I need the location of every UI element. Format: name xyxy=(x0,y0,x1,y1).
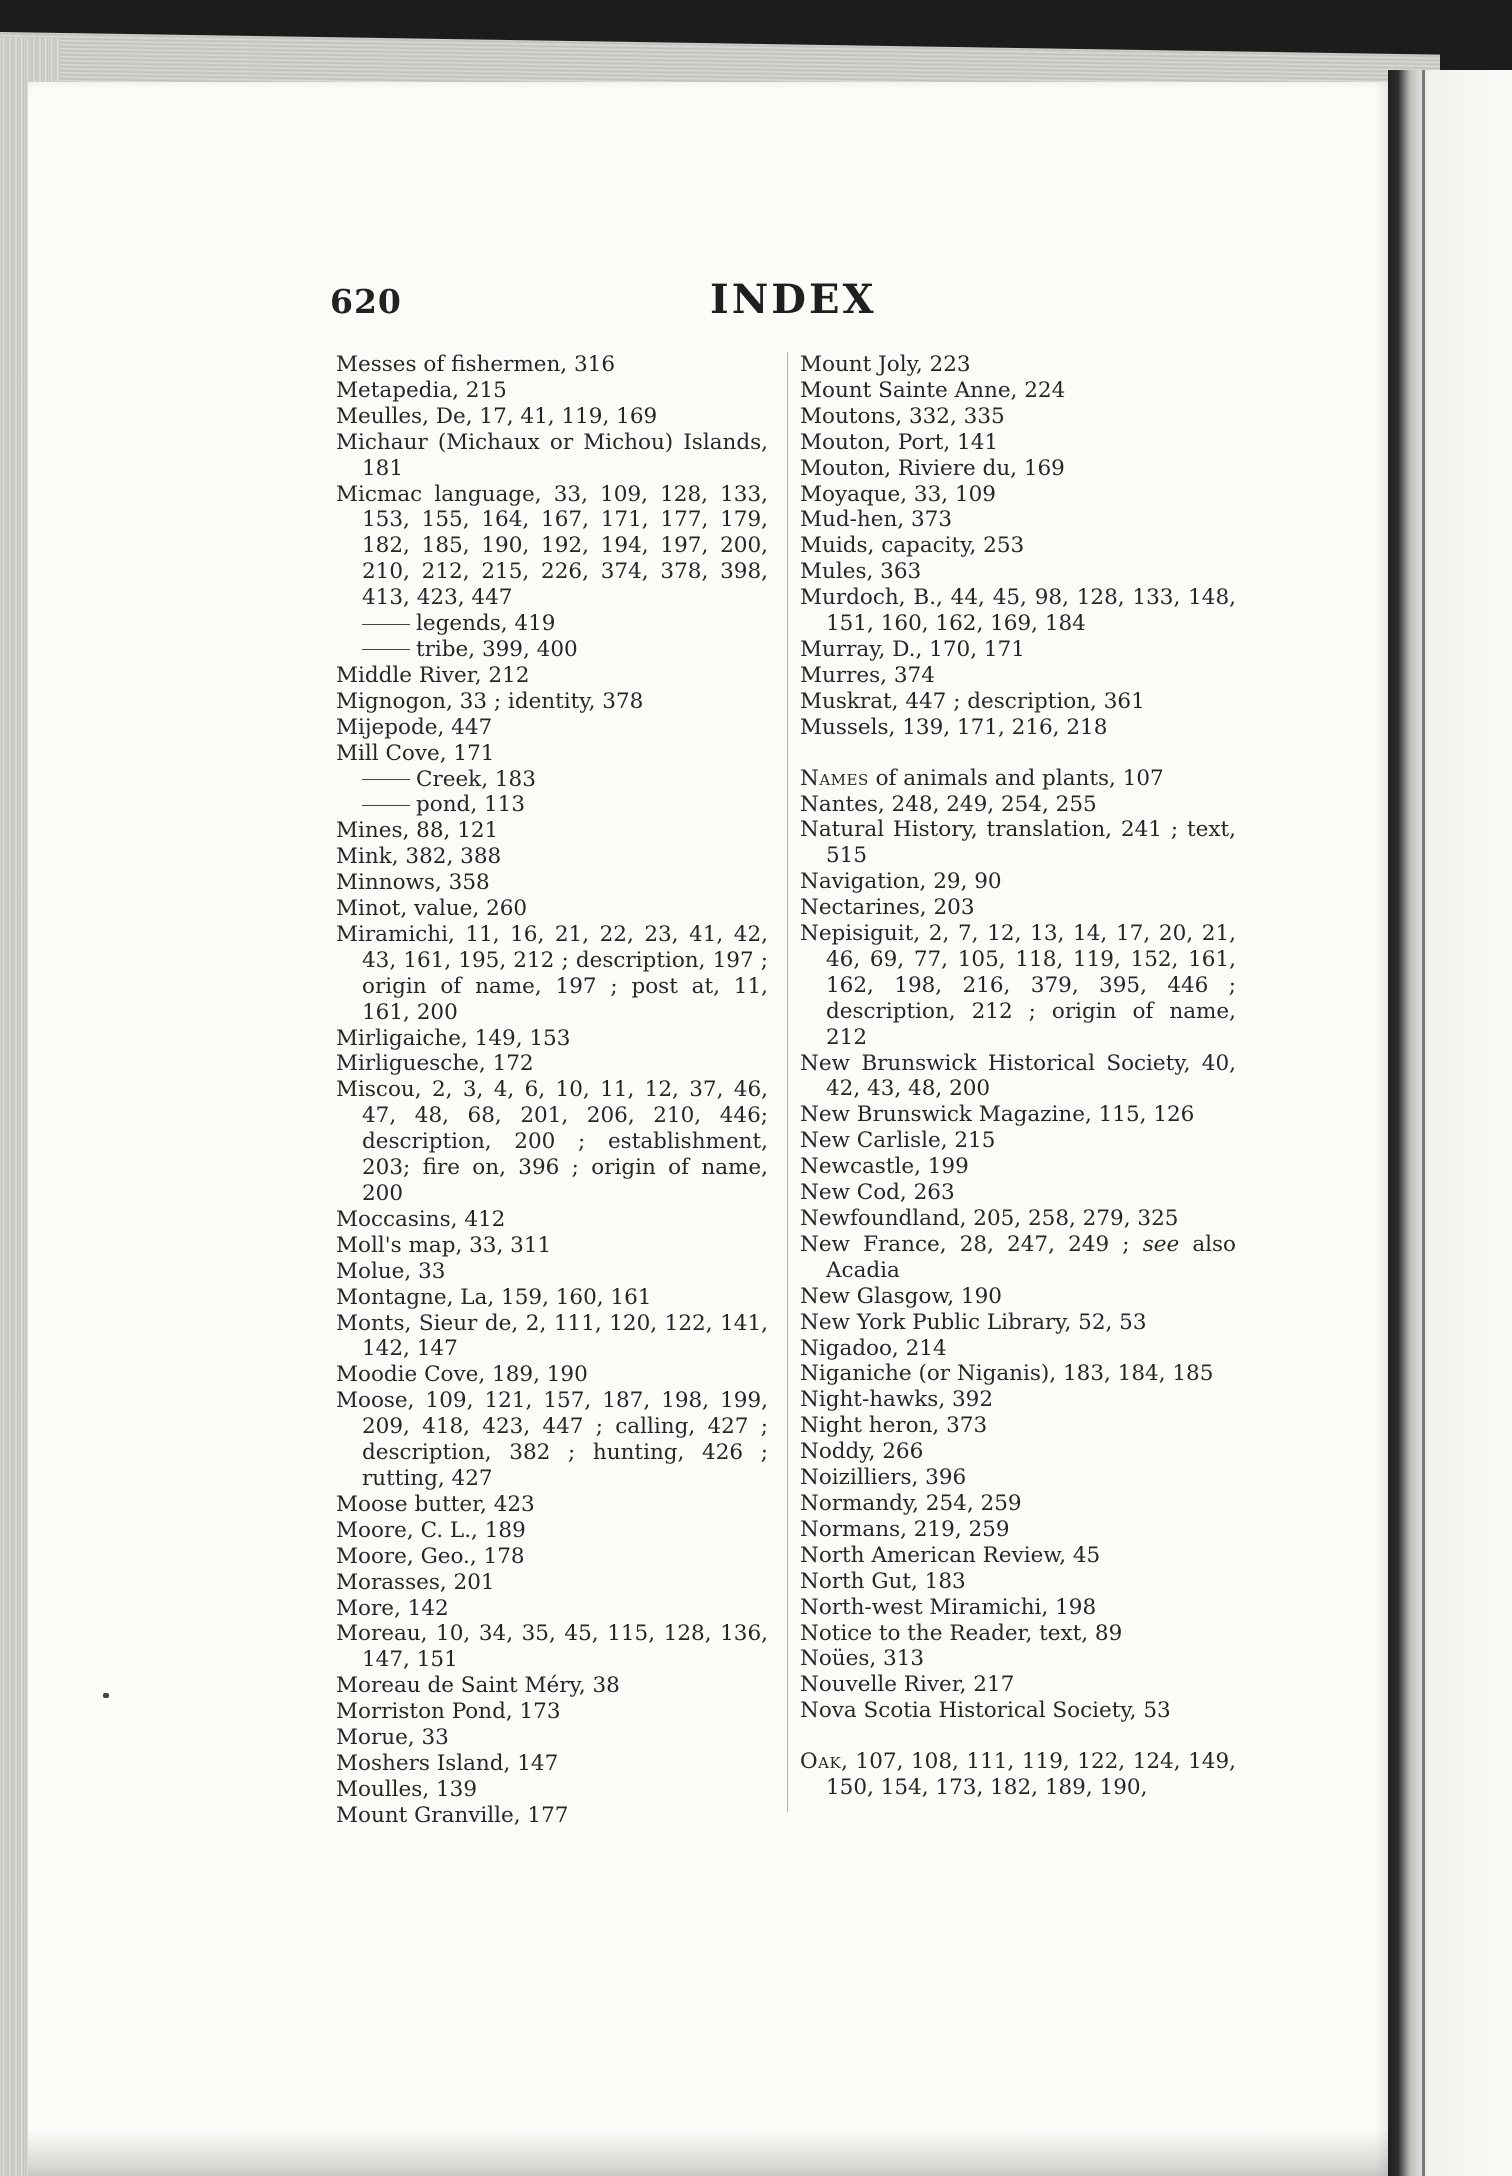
entry-text: Mines, 88, 121 xyxy=(336,818,499,844)
index-entry xyxy=(800,1672,1236,1698)
index-entry xyxy=(336,352,768,378)
subentry-text: Creek, 183 xyxy=(416,766,536,792)
entry-text: Mount Sainte Anne, 224 xyxy=(800,377,1066,403)
index-subentry xyxy=(336,611,768,637)
entry-text: Noddy, 266 xyxy=(800,1439,924,1465)
entry-text: New France, 28, 247, 249 ; xyxy=(800,1231,1143,1257)
index-entry xyxy=(800,1491,1236,1517)
index-entry xyxy=(336,818,768,844)
index-entry xyxy=(336,689,768,715)
entry-text: Moutons, 332, 335 xyxy=(800,403,1005,429)
entry-text: Moore, Geo., 178 xyxy=(336,1543,525,1569)
entry-text: Nigadoo, 214 xyxy=(800,1335,947,1361)
entry-text: Nectarines, 203 xyxy=(800,895,975,921)
index-entry xyxy=(336,922,768,1026)
index-entry xyxy=(800,1569,1236,1595)
index-entry xyxy=(800,507,1236,533)
entry-text: Notice to the Reader, text, 89 xyxy=(800,1620,1123,1646)
index-entry xyxy=(336,430,768,482)
index-entry xyxy=(800,1180,1236,1206)
repeat-dash xyxy=(362,805,410,806)
index-entry xyxy=(336,1207,768,1233)
index-column-right xyxy=(800,352,1236,1801)
index-subentry xyxy=(336,767,768,793)
index-entry xyxy=(336,1285,768,1311)
index-entry xyxy=(800,352,1236,378)
dust-speck xyxy=(103,1693,109,1698)
index-entry xyxy=(336,1621,768,1673)
index-entry xyxy=(800,1051,1236,1103)
entry-text: Mud-hen, 373 xyxy=(800,507,953,533)
entry-text: Nepisiguit, 2, 7, 12, 13, 14, 17, 20, 21, 46, 69, 77, 105, 118, 119, 152, 161, 162, 198, 216, 379, 395, 446 ; description, 212 ; origin of name, 212 xyxy=(800,921,1236,1050)
index-entry xyxy=(336,870,768,896)
entry-text: Muids, capacity, 253 xyxy=(800,533,1025,559)
index-entry xyxy=(800,430,1236,456)
index-entry xyxy=(336,1777,768,1803)
entry-text: Mirliguesche, 172 xyxy=(336,1051,534,1077)
index-entry xyxy=(800,1749,1236,1801)
index-entry xyxy=(800,378,1236,404)
index-entry xyxy=(336,378,768,404)
index-entry xyxy=(800,766,1236,792)
entry-text: Nantes, 248, 249, 254, 255 xyxy=(800,791,1097,817)
entry-text: Mill Cove, 171 xyxy=(336,740,495,766)
entry-text: New Glasgow, 190 xyxy=(800,1283,1002,1309)
index-entry xyxy=(800,1387,1236,1413)
index-entry xyxy=(336,1570,768,1596)
repeat-dash xyxy=(362,649,410,650)
entry-text: Navigation, 29, 90 xyxy=(800,869,1002,895)
entry-text: Moccasins, 412 xyxy=(336,1206,506,1232)
page-number: 620 xyxy=(330,282,402,321)
entry-text: Moll's map, 33, 311 xyxy=(336,1232,552,1258)
subentry-text: pond, 113 xyxy=(416,792,526,818)
index-entry xyxy=(336,1544,768,1570)
index-entry xyxy=(336,896,768,922)
entry-text: Niganiche (or Niganis), 183, 184, 185 xyxy=(800,1361,1214,1387)
gutter-line xyxy=(1422,70,1425,2176)
entry-text: Moose, 109, 121, 157, 187, 198, 199, 209, 418, 423, 447 ; calling, 427 ; description, 382 ; hunting, 426 ; rutting, 427 xyxy=(336,1388,768,1491)
entry-text: Mirligaiche, 149, 153 xyxy=(336,1025,571,1051)
entry-text: Michaur (Michaux or Michou) Islands, 181 xyxy=(336,429,768,481)
entry-text: Mules, 363 xyxy=(800,559,922,585)
index-entry xyxy=(800,1232,1236,1284)
entry-text: Miramichi, 11, 16, 21, 22, 23, 41, 42, 43, 161, 195, 212 ; description, 197 ; origin of name, 197 ; post at, 11, 161, 200 xyxy=(336,921,768,1025)
index-entry xyxy=(800,1154,1236,1180)
index-entry xyxy=(336,1026,768,1052)
entry-text: Nova Scotia Historical Society, 53 xyxy=(800,1698,1171,1724)
entry-text: Mount Granville, 177 xyxy=(336,1802,569,1828)
entry-text: Moore, C. L., 189 xyxy=(336,1517,526,1543)
index-entry xyxy=(336,404,768,430)
index-entry xyxy=(336,482,768,612)
column-rule xyxy=(787,352,788,1812)
index-entry xyxy=(336,844,768,870)
entry-text: Meulles, De, 17, 41, 119, 169 xyxy=(336,403,658,429)
entry-text: New Brunswick Magazine, 115, 126 xyxy=(800,1102,1195,1128)
index-entry xyxy=(336,1051,768,1077)
entry-text: Micmac language, 33, 109, 128, 133, 153, 155, 164, 167, 171, 177, 179, 182, 185, 190, 192, 194, 197, 200, 210, 212, 215, 226, 374, 378, 398, 413, 423, 447 xyxy=(336,481,768,611)
index-entry xyxy=(336,1751,768,1777)
entry-text: Mouton, Riviere du, 169 xyxy=(800,455,1065,481)
index-entry xyxy=(800,715,1236,741)
index-entry xyxy=(800,1310,1236,1336)
index-entry xyxy=(336,1233,768,1259)
entry-text: Messes of fishermen, 316 xyxy=(336,352,616,377)
repeat-dash xyxy=(362,624,410,625)
entry-text: Minot, value, 260 xyxy=(336,896,528,922)
index-entry xyxy=(800,559,1236,585)
index-entry xyxy=(336,663,768,689)
index-entry xyxy=(800,689,1236,715)
entry-text: Murdoch, B., 44, 45, 98, 128, 133, 148, 151, 160, 162, 169, 184 xyxy=(800,585,1236,637)
repeat-dash xyxy=(362,779,410,780)
index-subentry xyxy=(336,637,768,663)
entry-text: Murray, D., 170, 171 xyxy=(800,636,1025,662)
index-entry xyxy=(800,1413,1236,1439)
entry-text: Mouton, Port, 141 xyxy=(800,429,999,455)
index-entry xyxy=(800,1698,1236,1724)
index-entry xyxy=(336,1803,768,1829)
entry-text: Moulles, 139 xyxy=(336,1776,478,1802)
index-entry xyxy=(800,817,1236,869)
index-entry xyxy=(800,1206,1236,1232)
entry-text: North-west Miramichi, 198 xyxy=(800,1594,1097,1620)
index-entry xyxy=(800,895,1236,921)
index-entry xyxy=(336,1311,768,1363)
entry-text: New York Public Library, 52, 53 xyxy=(800,1309,1147,1335)
index-entry xyxy=(336,1077,768,1207)
index-entry xyxy=(800,921,1236,1051)
entry-text: New Brunswick Historical Society, 40, 42, 43, 48, 200 xyxy=(800,1050,1236,1102)
index-entry xyxy=(800,1621,1236,1647)
index-entry xyxy=(336,1388,768,1492)
index-entry xyxy=(800,404,1236,430)
entry-text: , 107, 108, 111, 119, 122, 124, 149, 150, 154, 173, 182, 189, 190, xyxy=(826,1749,1236,1801)
entry-text: Montagne, La, 159, 160, 161 xyxy=(336,1284,652,1310)
index-subentry xyxy=(336,792,768,818)
index-entry xyxy=(336,1699,768,1725)
index-entry xyxy=(800,1517,1236,1543)
index-entry xyxy=(800,637,1236,663)
entry-text: North American Review, 45 xyxy=(800,1542,1101,1568)
index-entry xyxy=(800,482,1236,508)
see-reference: see xyxy=(1142,1231,1180,1257)
entry-text: also Acadia xyxy=(826,1231,1236,1283)
index-entry xyxy=(336,1725,768,1751)
entry-text: Murres, 374 xyxy=(800,662,935,688)
index-entry xyxy=(800,1439,1236,1465)
subentry-text: tribe, 399, 400 xyxy=(416,636,578,662)
index-entry xyxy=(800,869,1236,895)
entry-text: New Cod, 263 xyxy=(800,1180,955,1206)
index-entry xyxy=(800,1361,1236,1387)
entry-text: Noizilliers, 396 xyxy=(800,1465,967,1491)
index-entry xyxy=(800,1595,1236,1621)
entry-text: Miscou, 2, 3, 4, 6, 10, 11, 12, 37, 46, 47, 48, 68, 201, 206, 210, 446; description, 200 ; establishment, 203; fire on, 396 ; origin of name, 200 xyxy=(336,1077,768,1206)
index-entry xyxy=(800,456,1236,482)
entry-text: Morriston Pond, 173 xyxy=(336,1699,561,1725)
entry-text: Moyaque, 33, 109 xyxy=(800,481,996,507)
index-entry xyxy=(336,1492,768,1518)
entry-text: Newfoundland, 205, 258, 279, 325 xyxy=(800,1206,1179,1231)
entry-text: Metapedia, 215 xyxy=(336,377,507,403)
entry-text: Moreau de Saint Méry, 38 xyxy=(336,1673,620,1699)
entry-text: Normandy, 254, 259 xyxy=(800,1490,1022,1516)
entry-text: Newcastle, 199 xyxy=(800,1154,969,1180)
index-entry xyxy=(336,715,768,741)
entry-text: Monts, Sieur de, 2, 111, 120, 122, 141, 142, 147 xyxy=(336,1310,768,1362)
entry-lead-word: Oak xyxy=(800,1749,842,1775)
index-entry xyxy=(800,1646,1236,1672)
entry-text: Muskrat, 447 ; description, 361 xyxy=(800,688,1145,714)
entry-text: More, 142 xyxy=(336,1595,449,1621)
entry-text: Morue, 33 xyxy=(336,1725,449,1751)
index-entry xyxy=(336,1518,768,1544)
index-entry xyxy=(336,1596,768,1622)
index-entry xyxy=(800,663,1236,689)
entry-text: Middle River, 212 xyxy=(336,662,530,688)
index-entry xyxy=(800,1102,1236,1128)
facing-page-strip xyxy=(1388,70,1512,2176)
index-entry xyxy=(800,1128,1236,1154)
entry-text: Mount Joly, 223 xyxy=(800,352,971,377)
index-entry xyxy=(336,1362,768,1388)
page-bottom-shadow xyxy=(28,2130,1388,2176)
index-entry xyxy=(336,1673,768,1699)
index-entry xyxy=(800,1543,1236,1569)
index-entry xyxy=(800,1336,1236,1362)
entry-text: Morasses, 201 xyxy=(336,1569,495,1595)
index-entry xyxy=(800,1284,1236,1310)
entry-text: Molue, 33 xyxy=(336,1258,446,1284)
subentry-text: legends, 419 xyxy=(416,611,556,637)
entry-text: Mijepode, 447 xyxy=(336,714,493,740)
entry-text: Night heron, 373 xyxy=(800,1413,988,1439)
index-entry xyxy=(800,1465,1236,1491)
entry-text: North Gut, 183 xyxy=(800,1568,966,1594)
index-entry xyxy=(800,792,1236,818)
entry-text: Moshers Island, 147 xyxy=(336,1750,559,1776)
entry-text: Moodie Cove, 189, 190 xyxy=(336,1362,588,1388)
index-entry xyxy=(800,585,1236,637)
index-entry xyxy=(336,1259,768,1285)
entry-text: New Carlisle, 215 xyxy=(800,1128,996,1154)
index-column-left xyxy=(336,352,768,1829)
index-entry xyxy=(800,533,1236,559)
running-head: INDEX xyxy=(710,276,877,323)
index-entry xyxy=(336,741,768,767)
entry-text: Mignogon, 33 ; identity, 378 xyxy=(336,688,644,714)
entry-text: of animals and plants, 107 xyxy=(868,765,1164,791)
entry-text: Moose butter, 423 xyxy=(336,1491,535,1517)
entry-text: Normans, 219, 259 xyxy=(800,1516,1010,1542)
entry-text: Noües, 313 xyxy=(800,1646,925,1672)
entry-text: Mussels, 139, 171, 216, 218 xyxy=(800,714,1108,740)
entry-lead-word: Names xyxy=(800,765,869,791)
entry-text: Minnows, 358 xyxy=(336,870,490,896)
entry-text: Natural History, translation, 241 ; text, 515 xyxy=(800,817,1236,869)
entry-text: Night-hawks, 392 xyxy=(800,1387,994,1413)
entry-text: Moreau, 10, 34, 35, 45, 115, 128, 136, 147, 151 xyxy=(336,1621,768,1673)
entry-text: Nouvelle River, 217 xyxy=(800,1672,1015,1698)
entry-text: Mink, 382, 388 xyxy=(336,844,502,870)
